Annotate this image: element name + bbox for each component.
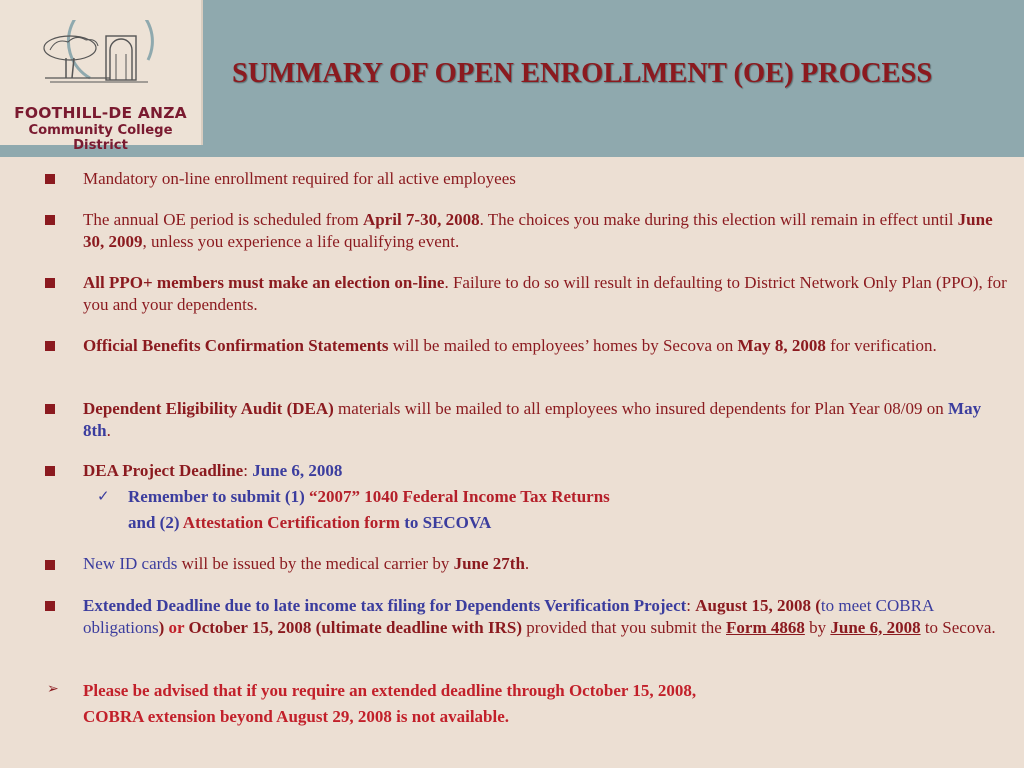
- bullet-icon: [45, 174, 55, 184]
- bullet-icon: [45, 560, 55, 570]
- bullet-icon: [45, 341, 55, 351]
- checkmark-icon: ✓: [97, 489, 110, 505]
- bullet-icon: [45, 215, 55, 225]
- tree-arch-logo-icon: [30, 20, 160, 100]
- list-item: Mandatory on-line enrollment required for all active employees: [83, 169, 516, 188]
- bullet-icon: [45, 466, 55, 476]
- arrow-bullet-icon: ➢: [47, 682, 59, 697]
- list-item: Official Benefits Confirmation Statements will be mailed to employees’ homes by Secova on May 8, 2008 for verification.: [83, 336, 937, 355]
- sub-item-line: Remember to submit (1) “2007” 1040 Federal Income Tax Returns: [128, 487, 610, 506]
- notice-line: Please be advised that if you require an extended deadline through October 15, 2008,: [83, 681, 697, 700]
- list-item: All PPO+ members must make an election on-line. Failure to do so will result in defaulting to District Network Only Plan (PPO), for you and your dependents.: [83, 273, 1007, 314]
- logo-subtitle: Community College District: [28, 123, 173, 153]
- list-item: Extended Deadline due to late income tax filing for Dependents Verification Project: August 15, 2008 (to meet COBRA obligations) or October 15, 2008 (ultimate deadline with IRS) provided that you submit the Form 4868 by June 6, 2008 to Secova.: [83, 596, 996, 637]
- logo-name: FOOTHILL-DE ANZA: [14, 104, 187, 122]
- list-item: The annual OE period is scheduled from April 7-30, 2008. The choices you make during this election will remain in effect until June 30, 2009, unless you experience a life qualifying event.: [83, 210, 993, 251]
- list-item: New ID cards will be issued by the medical carrier by June 27th.: [83, 554, 530, 573]
- district-logo: [0, 0, 203, 153]
- notice-line: COBRA extension beyond August 29, 2008 is not available.: [83, 707, 510, 726]
- bullet-icon: [45, 404, 55, 414]
- page-title: SUMMARY OF OPEN ENROLLMENT (OE) PROCESS: [232, 58, 933, 89]
- bullet-icon: [45, 278, 55, 288]
- bullet-icon: [45, 601, 55, 611]
- list-item: DEA Project Deadline: June 6, 2008: [83, 461, 343, 480]
- sub-item-line: and (2) Attestation Certification form to SECOVA: [128, 513, 492, 532]
- list-item: Dependent Eligibility Audit (DEA) materials will be mailed to all employees who insured dependents for Plan Year 08/09 on May 8th.: [83, 399, 982, 440]
